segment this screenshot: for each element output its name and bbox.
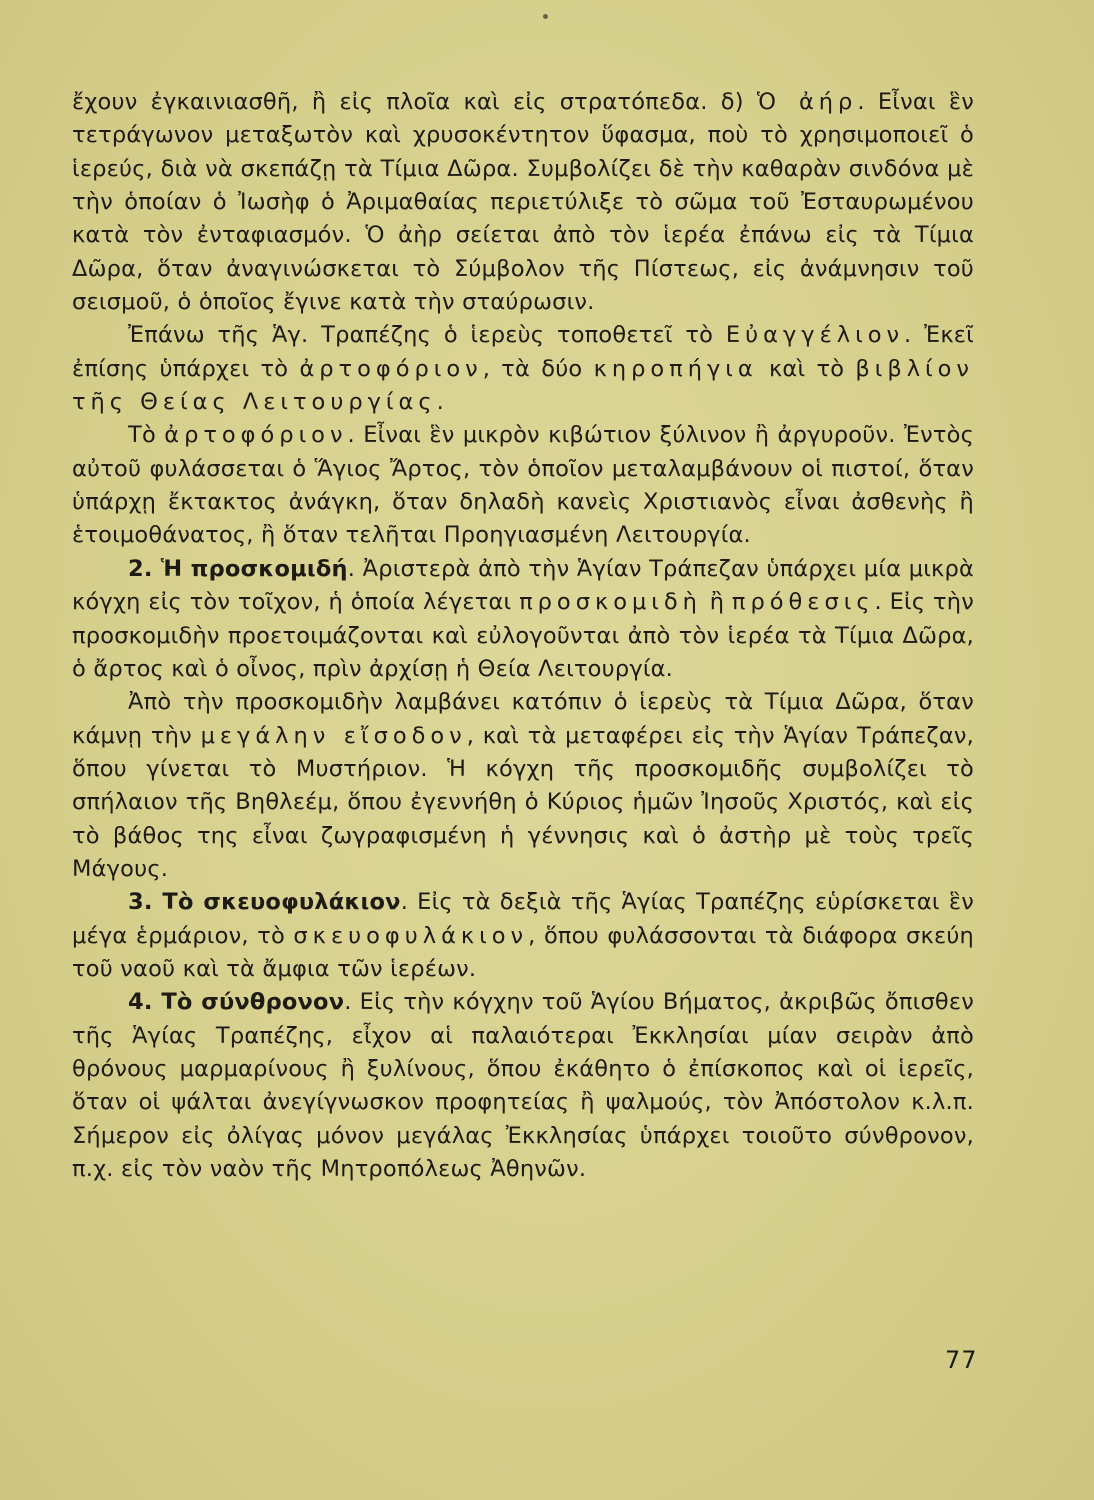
paragraph-aer: ἔχουν ἐγκαινιασθῆ, ἢ εἰς πλοῖα καὶ εἰς στρατόπεδα. δ) Ὁ ἀήρ. Εἶναι ἓν τετράγωνον μεταξωτὸν καὶ χρυσοκέντητον ὕφασμα, ποὺ τὸ χρησιμοποιεῖ ὁ ἱερεύς, διὰ νὰ σκεπάζῃ τὰ Τίμια Δῶρα. Συμβολίζει δὲ τὴν καθαρὰν σινδόνα μὲ τὴν ὁποίαν ὁ Ἰωσὴφ ὁ Ἀριμαθαίας περιετύλιξε τὸ σῶμα τοῦ Ἐσταυρωμένου κατὰ τὸν ἐνταφιασμόν. Ὁ ἀὴρ σείεται ἀπὸ τὸν ἱερέα ἐπάνω εἰς τὰ Τίμια Δῶρα, ὅταν ἀναγινώσκεται τὸ Σύμβολον τῆς Πίστεως, εἰς ἀνάμνησιν τοῦ σεισμοῦ, ὁ ὁποῖος ἔγινε κατὰ τὴν σταύρωσιν. bbox=[72, 89, 975, 316]
body-text bbox=[72, 86, 974, 1186]
page-number: 77 bbox=[945, 1346, 978, 1374]
paragraph-synthronon: 4. Τὸ σύνθρονον. Εἰς τὴν κόγχην τοῦ Ἁγίου Βήματος, ἀκριβῶς ὄπισθεν τῆς Ἁγίας Τραπέζης, εἶχον αἱ παλαιότεραι Ἐκκλησίαι μίαν σειρὰν ἀπὸ θρόνους μαρμαρίνους ἢ ξυλίνους, ὅπου ἐκάθητο ὁ ἐπίσκοπος καὶ οἱ ἱερεῖς, ὅταν οἱ ψάλται ἀνεγίγνωσκον προφητείας ἢ ψαλμούς, τὸν Ἀπόστολον κ.λ.π. Σήμερον εἰς ὀλίγας μόνον μεγάλας Ἐκκλησίας ὑπάρχει τοιοῦτο σύνθρονον, π.χ. εἰς τὸν ναὸν τῆς Μητροπόλεως Ἀθηνῶν. bbox=[72, 989, 974, 1182]
section-heading: 4. Τὸ σύνθρονον bbox=[128, 989, 345, 1016]
section-heading: 3. Τὸ σκευοφυλάκιον bbox=[128, 889, 401, 916]
paragraph-great-entrance: Ἀπὸ τὴν προσκομιδὴν λαμβάνει κατόπιν ὁ ἱερεὺς τὰ Τίμια Δῶρα, ὅταν κάμνῃ τὴν μεγάλην εἴσοδον, καὶ τὰ μεταφέρει εἰς τὴν Ἁγίαν Τράπεζαν, ὅπου γίνεται τὸ Μυστήριον. Ἡ κόγχη τῆς προσκομιδῆς συμβολίζει τὸ σπήλαιον τῆς Βηθλεέμ, ὅπου ἐγεννήθη ὁ Κύριος ἡμῶν Ἰησοῦς Χριστός, καὶ εἰς τὸ βάθος της εἶναι ζωγραφισμένη ἡ γέννησις καὶ ὁ ἀστὴρ μὲ τοὺς τρεῖς Μάγους. bbox=[72, 689, 974, 882]
paragraph-skevofylakion: 3. Τὸ σκευοφυλάκιον. Εἰς τὰ δεξιὰ τῆς Ἁγίας Τραπέζης εὑρίσκεται ἓν μέγα ἑρμάριον, τὸ σκευοφυλάκιον, ὅπου φυλάσσονται τὰ διάφορα σκεύη τοῦ ναοῦ καὶ τὰ ἄμφια τῶν ἱερέων. bbox=[72, 889, 974, 982]
paragraph-holy-table-items: Ἐπάνω τῆς Ἁγ. Τραπέζης ὁ ἱερεὺς τοποθετεῖ τὸ Εὐαγγέλιον. Ἐκεῖ ἐπίσης ὑπάρχει τὸ ἀρτοφόριον, τὰ δύο κηροπήγια καὶ τὸ βιβλίον τῆς Θείας Λειτουργίας. bbox=[72, 322, 974, 416]
paragraph-artoforion: Τὸ ἀρτοφόριον. Εἶναι ἓν μικρὸν κιβώτιον ξύλινον ἢ ἀργυροῦν. Ἐντὸς αὐτοῦ φυλάσσεται ὁ Ἅγιος Ἄρτος, τὸν ὁποῖον μεταλαμβάνουν οἱ πιστοί, ὅταν ὑπάρχῃ ἔκτακτος ἀνάγκη, ὅταν δηλαδὴ κανεὶς Χριστιανὸς εἶναι ἀσθενὴς ἢ ἑτοιμοθάνατος, ἢ ὅταν τελῆται Προηγιασμένη Λειτουργία. bbox=[72, 422, 974, 549]
print-speck bbox=[543, 14, 548, 19]
paragraph-proskomidi: 2. Ἡ προσκομιδή. Ἀριστερὰ ἀπὸ τὴν Ἁγίαν Τράπεζαν ὑπάρχει μία μικρὰ κόγχη εἰς τὸν τοῖχον, ἡ ὁποία λέγεται προσκομιδὴ ἢ πρόθεσις. Εἰς τὴν προσκομιδὴν προετοιμάζονται καὶ εὐλογοῦνται ἀπὸ τὸν ἱερέα τὰ Τίμια Δῶρα, ὁ ἄρτος καὶ ὁ οἶνος, πρὶν ἀρχίσῃ ἡ Θεία Λειτουργία. bbox=[72, 555, 975, 682]
section-heading: 2. Ἡ προσκομιδή bbox=[128, 555, 348, 582]
